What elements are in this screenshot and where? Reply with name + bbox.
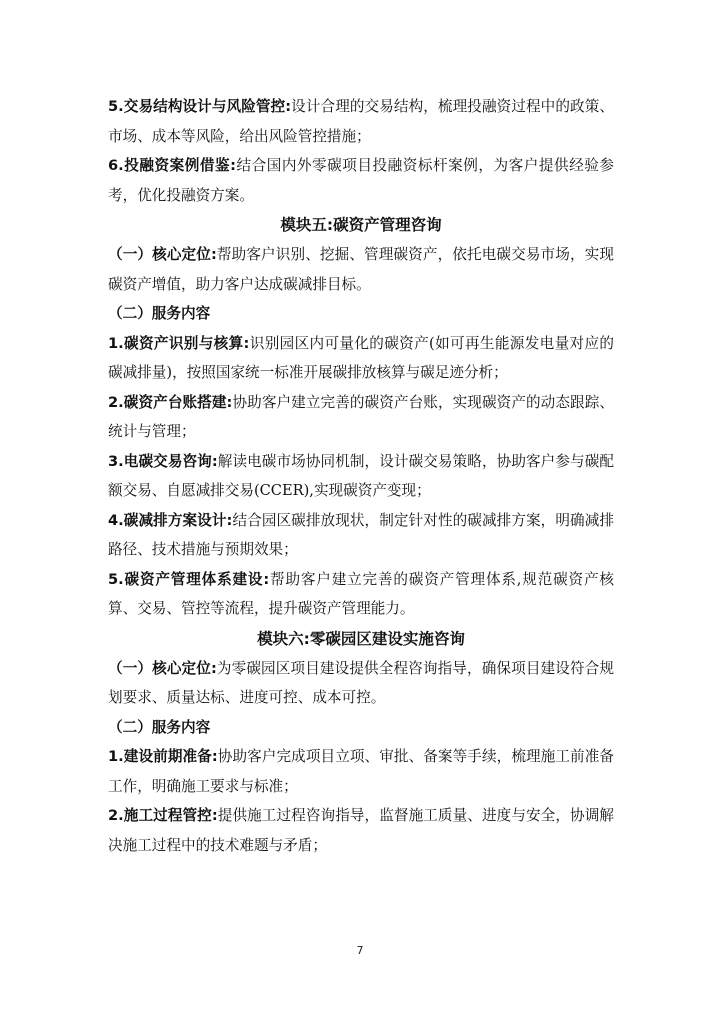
item-label: 6.投融资案例借鉴: [108,157,236,174]
module-five-service-content-heading: （二）服务内容 [108,305,211,322]
item-label: 5.碳资产管理体系建设: [108,570,270,588]
item-text: 结合园区碳排放现状，制定针对性的碳减排方案，明确减排路径、技术措施与预期效果； [108,511,614,558]
item-electricity-carbon-trading [108,447,614,506]
item-label: （一）核心定位: [108,659,217,677]
item-text: 协助客户建立完善的碳资产台账，实现碳资产的动态跟踪、统计与管理； [108,393,614,440]
item-text: 提供施工过程咨询指导，监督施工质量、进度与安全，协调解决施工过程中的技术难题与矛盾； [108,807,614,854]
module-five-core-positioning [108,240,614,299]
item-carbon-asset-ledger [108,388,614,447]
item-text: 设计合理的交易结构，梳理投融资过程中的政策、市场、成本等风险，给出风险管控措施； [108,98,614,145]
item-carbon-asset-management-system [108,565,614,624]
module-five-heading: 模块五:碳资产管理咨询 [280,216,442,234]
item-text: 解读电碳市场协同机制，设计碳交易策略，协助客户参与碳配额交易、自愿减排交易(CCER),实现碳资产变现； [108,452,614,499]
item-text: 帮助客户建立完善的碳资产管理体系,规范碳资产核算、交易、管控等流程，提升碳资产管理能力。 [108,570,614,617]
module-six-core-positioning [108,654,614,713]
item-text: 结合国内外零碳项目投融资标杆案例，为客户提供经验参考，优化投融资方案。 [108,157,614,204]
item-label: 2.施工过程管控: [108,807,218,824]
item-text: 协助客户完成项目立项、审批、备案等手续，梳理施工前准备工作，明确施工要求与标准； [108,748,614,795]
module-six-heading: 模块六:零碳园区建设实施咨询 [257,629,465,648]
item-investment-structure-risk [108,92,614,151]
page-body [108,92,614,860]
item-label: 2.碳资产台账搭建: [108,393,233,411]
page-number: 7 [356,944,364,957]
module-six-service-content-heading: （二）服务内容 [108,718,211,736]
item-text: 识别园区内可量化的碳资产(如可再生能源发电量对应的碳减排量)，按照国家统一标准开展碳排放核算与碳足迹分析； [108,334,614,381]
item-label: 4.碳减排方案设计: [108,511,233,529]
item-text: 帮助客户识别、挖掘、管理碳资产，依托电碳交易市场，实现碳资产增值，助力客户达成碳减排目标。 [108,246,614,293]
item-text: 为零碳园区项目建设提供全程咨询指导，确保项目建设符合规划要求、质量达标、进度可控、成本可控。 [108,659,614,706]
item-label: （一）核心定位: [108,246,217,263]
item-label: 3.电碳交易咨询: [108,452,218,470]
item-label: 1.建设前期准备: [108,748,218,765]
item-construction-process-control [108,801,614,860]
item-carbon-reduction-plan [108,506,614,565]
item-label: 1.碳资产识别与核算: [108,334,250,352]
item-carbon-asset-identification [108,329,614,388]
item-label: 5.交易结构设计与风险管控: [108,98,292,115]
item-pre-construction-preparation [108,742,614,801]
item-case-reference [108,151,614,210]
